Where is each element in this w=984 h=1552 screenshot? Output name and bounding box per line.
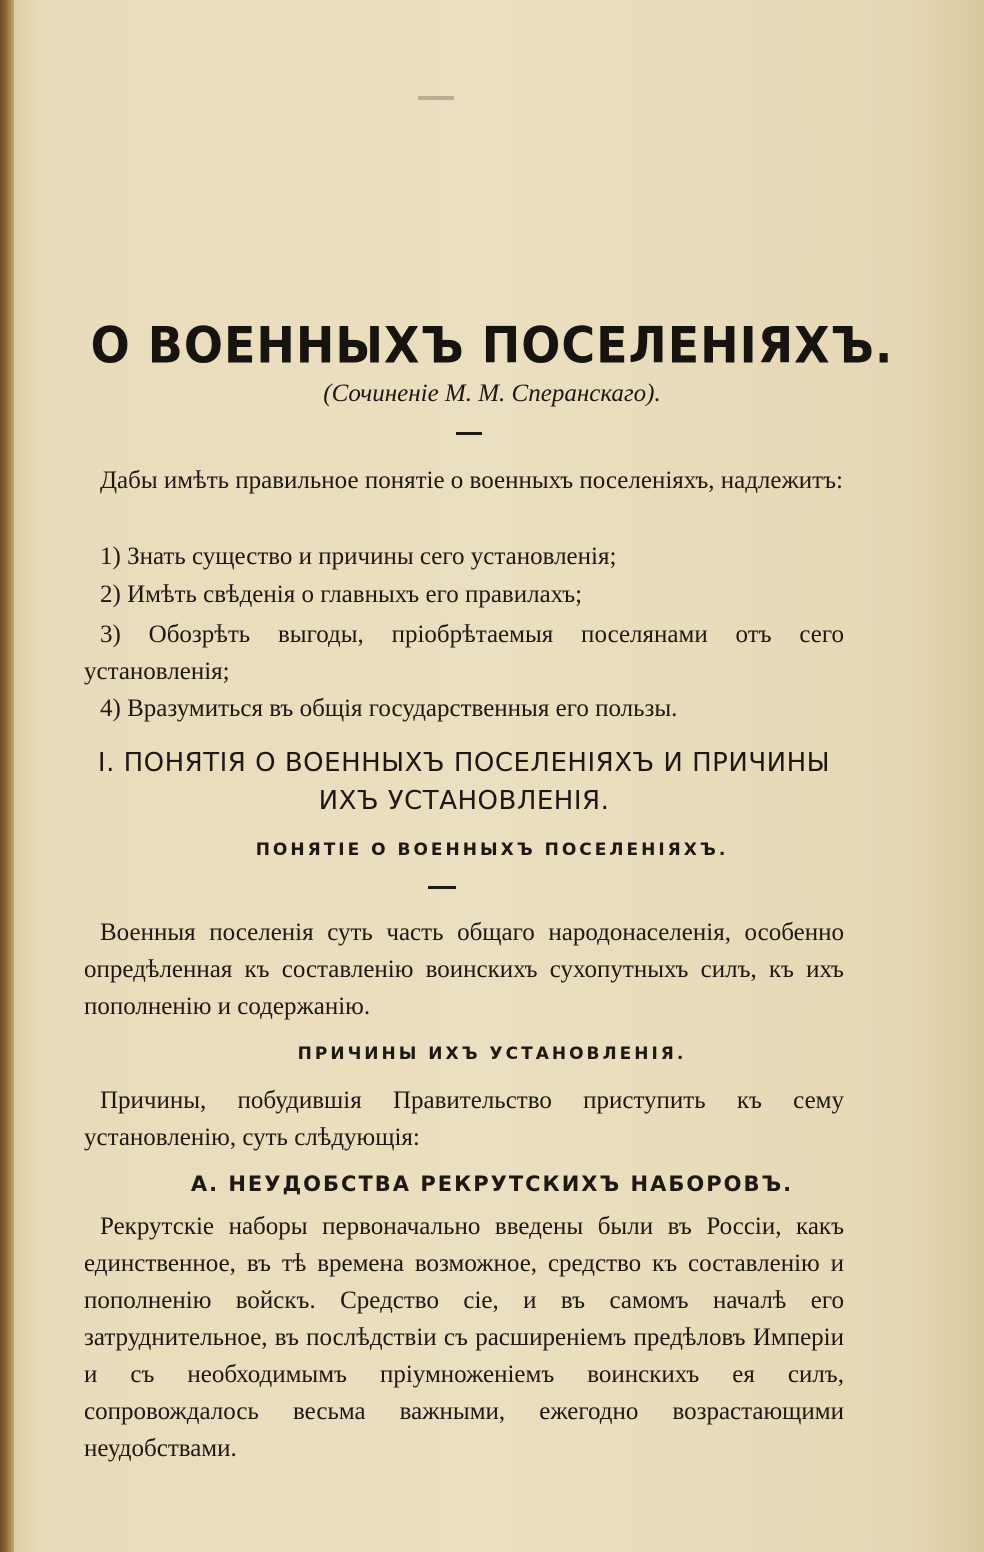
author-subtitle: (Сочиненіе М. М. Сперанскаго).: [323, 380, 661, 407]
divider: [456, 432, 482, 435]
list-item: 4) Вразумиться въ общія государственныя его пользы.: [100, 695, 678, 722]
body-paragraph: Военныя поселенія суть часть общаго народонаселенія, особенно опредѣленная къ составленію воинскихъ сухопутныхъ силъ, къ ихъ пополненію и содержанію.: [84, 919, 844, 1020]
section-heading: I. ПОНЯТІЯ О ВОЕННЫХЪ ПОСЕЛЕНІЯХЪ И ПРИЧИНЫ ИХЪ УСТАНОВЛЕНІЯ.: [97, 748, 831, 816]
list-item: 3) Обозрѣть выгоды, пріобрѣтаемыя поселянами отъ сего установленія;: [84, 621, 844, 685]
subsection-heading: ПРИЧИНЫ ИХЪ УСТАНОВЛЕНІЯ.: [297, 1044, 687, 1064]
page-binding-edge: [0, 0, 14, 1552]
header-mark: [418, 96, 454, 100]
body-paragraph: Причины, побудившія Правительство приступить къ сему установленію, суть слѣдующія:: [84, 1087, 844, 1151]
divider: [428, 886, 456, 889]
body-paragraph: Рекрутскіе наборы первоначально введены были въ Россіи, какъ единственное, въ тѣ времена возможное, средство къ составленію и пополненію войскъ. Средство сіе, и въ самомъ началѣ его затруднительное, въ послѣдствіи съ расширеніемъ предѣловъ Имперіи и съ необходимымъ пріумноженіемъ воинскихъ ея силъ, сопровождалось весьма важными, ежегодно возрастающими неудобствами.: [84, 1213, 844, 1462]
intro-paragraph: Дабы имѣть правильное понятіе о военныхъ поселеніяхъ, надлежитъ:: [100, 467, 843, 494]
page-title: О ВОЕННЫХЪ ПОСЕЛЕНІЯХЪ.: [90, 315, 894, 375]
subsection-heading: А. НЕУДОБСТВА РЕКРУТСКИХЪ НАБОРОВЪ.: [190, 1172, 794, 1196]
list-item: 2) Имѣть свѣденія о главныхъ его правилахъ;: [100, 581, 583, 608]
list-item: 1) Знать существо и причины сего установленія;: [100, 543, 617, 570]
subsection-heading: ПОНЯТІЕ О ВОЕННЫХЪ ПОСЕЛЕНІЯХЪ.: [255, 840, 729, 860]
